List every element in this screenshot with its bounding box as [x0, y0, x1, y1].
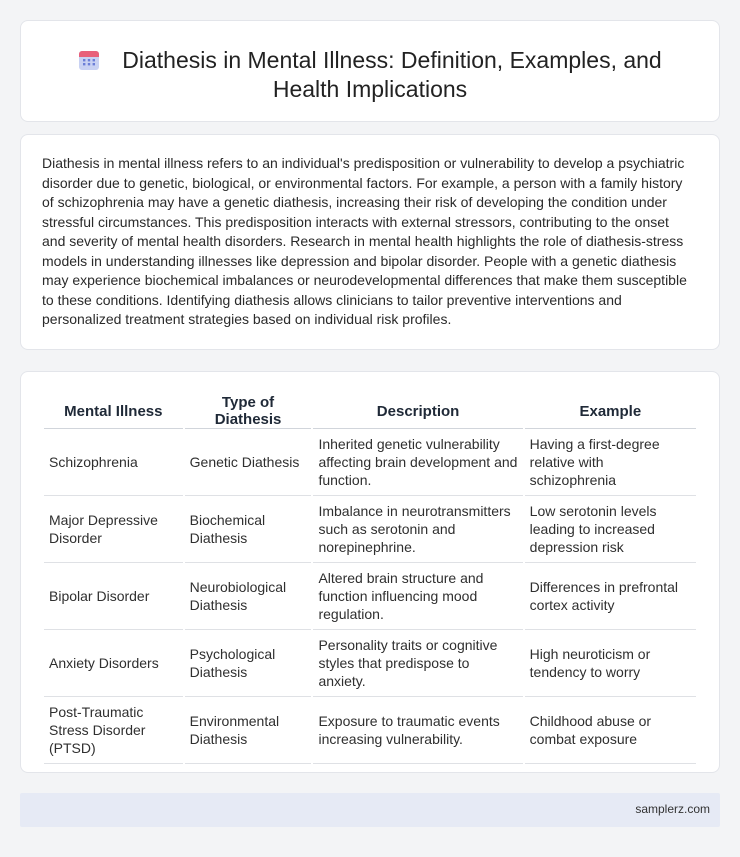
- cell-example: High neuroticism or tendency to worry: [525, 630, 696, 697]
- cell-mental-illness: Bipolar Disorder: [44, 563, 183, 630]
- cell-mental-illness: Post-Traumatic Stress Disorder (PTSD): [44, 697, 183, 764]
- intro-card: [20, 134, 720, 350]
- cell-diathesis-type: Neurobiological Diathesis: [185, 563, 312, 630]
- cell-diathesis-type: Genetic Diathesis: [185, 429, 312, 496]
- cell-example: Low serotonin levels leading to increased depression risk: [525, 496, 696, 563]
- cell-description: Imbalance in neurotransmitters such as serotonin and norepinephrine.: [313, 496, 522, 563]
- cell-description: Personality traits or cognitive styles that predispose to anxiety.: [313, 630, 522, 697]
- cell-example: Having a first-degree relative with schizophrenia: [525, 429, 696, 496]
- table-row: [44, 563, 696, 630]
- cell-mental-illness: Anxiety Disorders: [44, 630, 183, 697]
- table-row: [44, 429, 696, 496]
- cell-diathesis-type: Environmental Diathesis: [185, 697, 312, 764]
- page-title: Diathesis in Mental Illness: Definition, Examples, and Health Implications: [122, 47, 662, 102]
- cell-mental-illness: Schizophrenia: [44, 429, 183, 496]
- header-example: Example: [525, 394, 696, 429]
- table-card: [20, 371, 720, 773]
- cell-diathesis-type: Psychological Diathesis: [185, 630, 312, 697]
- cell-mental-illness: Major Depressive Disorder: [44, 496, 183, 563]
- header-mental-illness: Mental Illness: [44, 394, 183, 429]
- table-header-row: [44, 394, 696, 429]
- footer: [20, 793, 720, 827]
- cell-example: Differences in prefrontal cortex activity: [525, 563, 696, 630]
- table-row: [44, 630, 696, 697]
- cell-diathesis-type: Biochemical Diathesis: [185, 496, 312, 563]
- diathesis-table: [42, 394, 698, 764]
- header-description: Description: [313, 394, 522, 429]
- footer-site-link[interactable]: samplerz.com: [635, 802, 710, 816]
- table-row: [44, 697, 696, 764]
- calendar-icon: [78, 49, 100, 71]
- intro-paragraph: Diathesis in mental illness refers to an individual's predisposition or vulnerability to develop a psychiatric disorder due to genetic, biological, or environmental factors. For example, a person with a family history of schizophrenia may have a genetic diathesis, increasing their risk of developing the condition under stressful circumstances. This predisposition interacts with external stressors, contributing to the onset and severity of mental health disorders. Research in mental health highlights the role of diathesis-stress models in understanding illnesses like depression and bipolar disorder. People with a genetic diathesis may experience biochemical imbalances or neurodevelopmental differences that make them susceptible to these conditions. Identifying diathesis allows clinicians to tailor preventive interventions and personalized treatment strategies based on individual risk profiles.: [42, 155, 687, 327]
- cell-example: Childhood abuse or combat exposure: [525, 697, 696, 764]
- cell-description: Inherited genetic vulnerability affecting brain development and function.: [313, 429, 522, 496]
- table-row: [44, 496, 696, 563]
- page-title-wrap: [21, 46, 719, 104]
- cell-description: Altered brain structure and function influencing mood regulation.: [313, 563, 522, 630]
- header-type-of-diathesis: Type of Diathesis: [185, 394, 312, 429]
- cell-description: Exposure to traumatic events increasing vulnerability.: [313, 697, 522, 764]
- title-card: [20, 20, 720, 122]
